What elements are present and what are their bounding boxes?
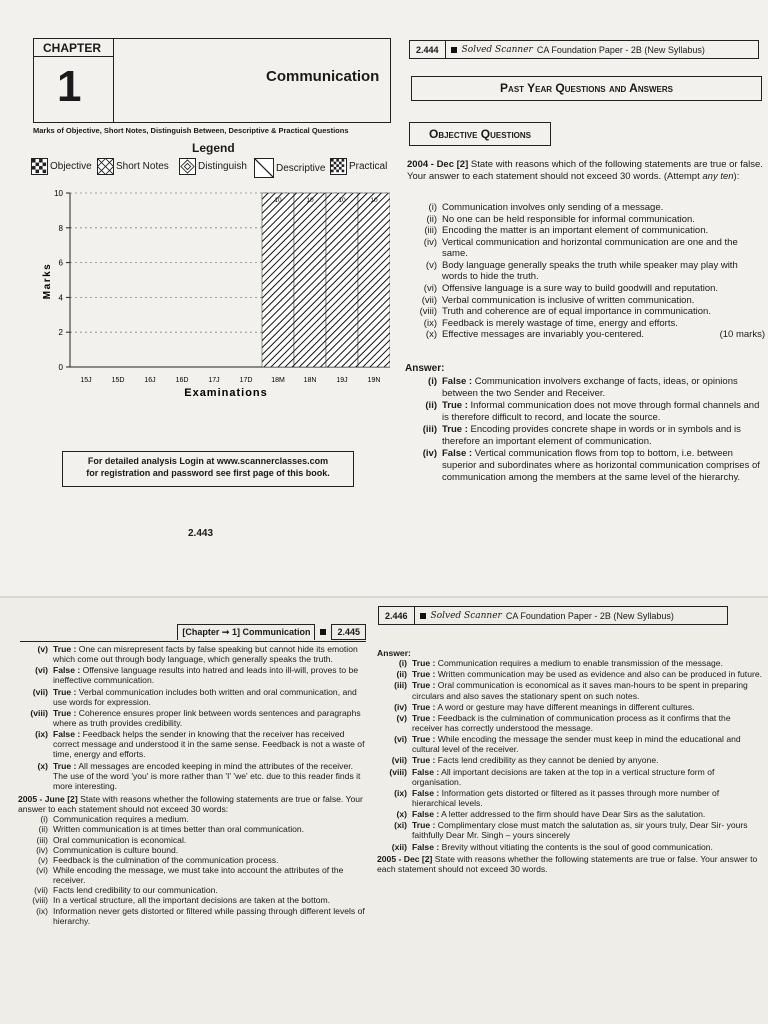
answer-verdict: False :: [412, 841, 440, 852]
question-items: [18, 814, 368, 926]
item-text: Facts lend credibility to our communication.: [53, 885, 218, 896]
answer-list: [18, 644, 368, 791]
list-item: [407, 283, 765, 295]
item-number: (i): [428, 202, 437, 213]
list-item: [18, 855, 368, 865]
answer-body: [442, 448, 765, 483]
item-text: Communication requires a medium.: [53, 814, 189, 825]
answer-verdict: True :: [53, 707, 77, 718]
answer-verdict: False :: [412, 809, 440, 820]
chapter-divider: [33, 56, 113, 57]
x-tick-label: 15J: [80, 377, 92, 384]
marks-chart: [30, 183, 390, 403]
x-tick-label: 17J: [208, 377, 220, 384]
bar: [294, 193, 326, 367]
answer-number: (iv): [394, 701, 407, 712]
item-number: (iii): [424, 225, 437, 237]
answer-item: [18, 729, 368, 759]
answer-text: All important decisions are taken at the top in a vertical structure form of organisation.: [412, 766, 715, 787]
answer-body: [412, 702, 762, 712]
y-tick-label: 10: [54, 189, 63, 198]
running-title: CA Foundation Paper - 2B (New Syllabus): [505, 610, 674, 621]
running-chapter: [Chapter ➞ 1] Communication: [177, 624, 315, 640]
bar: [262, 193, 294, 367]
answer-verdict: False :: [53, 729, 81, 740]
answer-item: [377, 767, 762, 787]
item-text: Vertical communication and horizontal communication are one and the same.: [442, 236, 738, 260]
answer-item: [407, 376, 765, 399]
legend-descriptive: [254, 158, 325, 178]
x-tick-label: 19J: [336, 377, 348, 384]
item-number: (ii): [426, 213, 437, 225]
answer-number: (ii): [396, 669, 407, 680]
item-text: Written communication is at times better than oral communication.: [53, 824, 305, 835]
section-title: Past Year Questions and Answers: [411, 76, 762, 101]
item-text: Feedback is merely wastage of time, energy and efforts.: [442, 317, 678, 329]
answer-text: Vertical communication flows from top to bottom, i.e. between superior and subordinates where as horizontal communication comprises of communication among the members at the same level of the hierarchy.: [442, 448, 760, 483]
running-header-right: [378, 606, 728, 625]
marks-label: (10 marks): [719, 328, 765, 340]
question-prompt: [377, 854, 762, 874]
answer-number: (vi): [35, 665, 48, 676]
answer-verdict: True :: [442, 400, 468, 412]
answer-item: [18, 708, 368, 728]
right-column: [377, 648, 762, 874]
item-number: (viii): [32, 895, 48, 906]
answer-number: (ix): [394, 787, 407, 798]
item-number: (iii): [36, 834, 48, 845]
answer-number: (i): [398, 658, 407, 669]
item-text: Body language generally speaks the truth while speaker may play with words to hide the truth.: [442, 259, 738, 283]
answer-body: [412, 788, 762, 808]
answer-item: [377, 809, 762, 819]
list-item: [18, 885, 368, 895]
list-item: [407, 318, 765, 330]
item-text: Verbal communication is inclusive of written communication.: [442, 294, 695, 306]
answer-item: [377, 713, 762, 733]
answer-text: Brevity without vitiating the contents is the soul of good communication.: [441, 841, 713, 852]
answer-item: [18, 665, 368, 685]
subsection-title: Objective Questions: [409, 122, 551, 146]
answer-verdict: False :: [412, 766, 440, 777]
chart-x-tick-labels: [80, 377, 380, 384]
answer-body: [412, 767, 762, 787]
x-tick-label: 18M: [271, 377, 285, 384]
list-item: [407, 214, 765, 226]
question-head: 2005 - Dec [2]: [377, 853, 433, 864]
answer-text: Feedback is the culmination of communication process as it confirms that the receiver has correctly understood the message.: [412, 712, 731, 733]
answer-text: One can misrepresent facts by false speaking but cannot hide its emotion which come out through body language, which generally speaks the truth.: [53, 644, 358, 665]
item-number: (x): [425, 329, 437, 341]
answer-text: Complimentary close must match the salutation as, sir yours truly, Dear Sir- yours faithfully Dear Mr. Singh – yours sincerely: [412, 820, 748, 841]
item-number: (viii): [419, 306, 437, 318]
list-item: [407, 306, 765, 318]
y-tick-label: 0: [58, 363, 63, 372]
answer-text: Written communication may be used as evidence and also can be produced in future.: [437, 669, 763, 680]
item-number: (ix): [36, 905, 48, 916]
answer-body: [412, 734, 762, 754]
answer-number: (iii): [394, 680, 407, 691]
running-page-number: 2.446: [379, 607, 415, 624]
diagonal-pattern-icon: [254, 158, 274, 178]
answer-body: [53, 761, 368, 791]
item-text: Feedback is the culmination of the communication process.: [53, 854, 279, 865]
answer-item: [377, 669, 762, 679]
answer-text: Information gets distorted or filtered as it passes through more number of hierarchical levels.: [412, 787, 720, 808]
answer-verdict: True :: [53, 644, 77, 654]
answer-item: [407, 448, 765, 483]
answer-label: Answer:: [377, 648, 411, 658]
list-item: [18, 845, 368, 855]
answer-item: [377, 842, 762, 852]
answer-number: (viii): [389, 766, 407, 777]
item-text: Communication is culture bound.: [53, 844, 179, 855]
page-number: 2.443: [188, 528, 214, 539]
item-text: Oral communication is economical.: [53, 834, 187, 845]
list-item: [407, 329, 765, 341]
list-item: [407, 295, 765, 307]
answer-number: (vi): [394, 734, 407, 745]
answer-text: Oral communication is economical as it saves man-hours to be spent in preparing circulars and also saves the stationary spent on such notes.: [412, 680, 748, 701]
question-prompt: [407, 159, 765, 182]
answer-body: [53, 644, 368, 664]
item-number: (v): [37, 854, 48, 865]
legend-label: Distinguish: [198, 161, 247, 172]
answer-verdict: True :: [412, 734, 436, 745]
legend-label: Objective: [50, 161, 92, 172]
item-number: (iv): [423, 236, 437, 248]
answer-body: [53, 729, 368, 759]
answer-item: [377, 658, 762, 668]
answer-item: [377, 820, 762, 840]
answer-text: Communication requires a medium to enable transmission of the message.: [437, 658, 723, 669]
question-text: State with reasons whether the following statements are true or false. Your answer to each statement should not exceed 30 words:: [18, 793, 363, 815]
item-number: (vi): [36, 864, 48, 875]
answer-verdict: True :: [412, 701, 436, 712]
answer-verdict: True :: [53, 686, 77, 697]
chapter-label: CHAPTER: [43, 41, 102, 55]
item-text: No one can be held responsible for informal communication.: [442, 213, 695, 225]
checker-pattern-icon: [31, 158, 48, 175]
x-tick-label: 19N: [367, 377, 381, 384]
answer-item: [377, 702, 762, 712]
answer-text: A word or gesture may have different meanings in different cultures.: [437, 701, 695, 712]
answer-number: (x): [396, 809, 407, 820]
answer-text: A letter addressed to the firm should have Dear Sirs as the salutation.: [441, 809, 706, 820]
answer-text: Encoding provides concrete shape in words or in symbols and is therefore an important element of communication.: [442, 424, 741, 447]
answer-number: (i): [428, 376, 437, 387]
square-bullet-icon: [420, 613, 426, 619]
answer-list: [377, 658, 762, 852]
list-item: [18, 835, 368, 845]
item-number: (ix): [423, 317, 437, 329]
left-column: [18, 644, 368, 926]
legend-short-notes: [97, 158, 169, 175]
info-line-1: For detailed analysis Login at www.scannerclasses.com: [87, 456, 329, 466]
running-title: CA Foundation Paper - 2B (New Syllabus): [536, 44, 705, 55]
answer-list: [407, 376, 765, 484]
answer-text: While encoding the message the sender must keep in mind the educational and cultural level of the receiver.: [412, 734, 741, 755]
answer-item: [18, 687, 368, 707]
item-text: Communication involves only sending of a message.: [442, 202, 664, 213]
y-tick-label: 4: [58, 293, 63, 303]
square-bullet-icon: [320, 629, 326, 635]
x-axis-label: Examinations: [184, 387, 268, 399]
legend-label: Practical: [349, 161, 388, 172]
running-brand: Solved Scanner: [461, 44, 533, 55]
answer-body: [412, 755, 762, 765]
item-text: Effective messages are invariably you-centered.: [442, 329, 645, 341]
list-item: [407, 260, 765, 283]
legend-label: Descriptive: [276, 162, 326, 174]
item-text: Offensive language is a sure way to build goodwill and reputation.: [442, 283, 719, 295]
answer-item: [377, 734, 762, 754]
item-text: Encoding the matter is an important element of communication.: [442, 225, 709, 237]
answer-number: (xi): [394, 820, 407, 831]
legend-label: Short Notes: [116, 161, 169, 172]
marks-caption: Marks of Objective, Short Notes, Distinguish Between, Descriptive & Practical Questions: [33, 126, 349, 135]
item-number: (ii): [38, 824, 48, 835]
item-number: (vii): [421, 294, 437, 306]
question-items: [407, 202, 765, 341]
info-box: [62, 451, 354, 487]
x-tick-label: 17D: [239, 377, 253, 384]
answer-text: Communication involvers exchange of facts, ideas, or opinions between the two Sender and Receiver.: [442, 376, 738, 399]
list-item: [18, 906, 368, 926]
item-text: While encoding the message, we must take into account the attributes of the receiver.: [53, 864, 344, 886]
y-axis-label: Marks: [42, 262, 53, 300]
answer-text: Verbal communication includes both written and oral communication, and use words for expression.: [53, 686, 357, 707]
answer-body: [412, 680, 762, 700]
legend-objective: [31, 158, 92, 175]
grid-pattern-icon: [330, 158, 347, 175]
answer-item: [18, 644, 368, 664]
answer-body: [412, 669, 762, 679]
answer-number: (vii): [391, 755, 407, 766]
item-text: Truth and coherence are of equal importance in communication.: [442, 306, 711, 318]
chart-y-tick-labels: [54, 189, 63, 372]
item-number: (vii): [34, 885, 48, 896]
answer-item: [407, 400, 765, 423]
bar-label: 10: [338, 197, 346, 204]
list-item: [18, 824, 368, 834]
answer-body: [442, 376, 765, 399]
running-header-left: [20, 622, 366, 642]
answer-item: [377, 680, 762, 700]
answer-number: (ix): [35, 729, 48, 740]
answer-verdict: True :: [442, 424, 468, 436]
answer-item: [407, 424, 765, 447]
answer-verdict: False :: [412, 787, 440, 798]
question-text: State with reasons whether the following statements are true or false. Your answer to each statement should not exceed 30 words.: [377, 853, 758, 874]
answer-number: (xii): [391, 841, 407, 852]
x-tick-label: 15D: [111, 377, 125, 384]
question-prompt: [18, 794, 368, 814]
y-tick-label: 2: [58, 328, 63, 338]
info-line-2: for registration and password see first page of this book.: [86, 467, 330, 478]
answer-item: [18, 761, 368, 791]
list-item: [407, 202, 765, 214]
spread-bottom: [0, 598, 768, 1024]
answer-body: [412, 658, 762, 668]
answer-item: [377, 788, 762, 808]
list-item: [407, 237, 765, 260]
x-tick-label: 16J: [144, 377, 156, 384]
answer-number: (iv): [422, 448, 437, 460]
answer-number: (viii): [30, 707, 48, 718]
list-item: [18, 895, 368, 905]
answer-body: [53, 708, 368, 728]
answer-text: Coherence ensures proper link between words sentences and paragraphs where as truth provides credibility.: [53, 707, 361, 728]
question-text: State with reasons which of the following statements are true or false. Your answer to each statement should not exceed 30 words. (Attempt: [407, 159, 763, 182]
answer-number: (v): [37, 644, 48, 654]
answer-body: [412, 820, 762, 840]
answer-number: (v): [396, 712, 407, 723]
list-item: [407, 225, 765, 237]
y-tick-label: 8: [58, 223, 63, 233]
bar-label: 10: [370, 197, 378, 204]
answer-text: Offensive language results into hatred and leads into ill-will, proves to be ineffective communication.: [53, 665, 359, 686]
answer-number: (ii): [425, 400, 437, 412]
answer-text: All messages are encoded keeping in mind the attributes of the receiver. The use of the word 'you' is more rather than 'I' 'we' etc. due to this reader finds it more interesting.: [53, 760, 361, 791]
answer-verdict: True :: [412, 712, 436, 723]
answer-item: [377, 755, 762, 765]
answer-body: [442, 400, 765, 423]
item-number: (v): [425, 259, 437, 271]
bar: [358, 193, 390, 367]
chapter-title: Communication: [266, 68, 380, 85]
item-text: Information never gets distorted or filtered while passing through different levels of hierarchy.: [53, 905, 365, 926]
answer-number: (iii): [422, 424, 437, 436]
answer-body: [412, 809, 762, 819]
x-tick-label: 16D: [175, 377, 189, 384]
answer-body: [412, 842, 762, 852]
answer-verdict: True :: [53, 760, 77, 771]
item-number: (vi): [423, 283, 437, 295]
legend-distinguish: [179, 158, 247, 175]
running-page-number: 2.445: [331, 624, 366, 640]
question-head: 2005 - June [2]: [18, 793, 78, 804]
answer-verdict: True :: [412, 820, 436, 831]
answer-verdict: True :: [412, 669, 436, 680]
answer-verdict: True :: [412, 658, 436, 669]
item-number: (i): [40, 814, 48, 825]
question-head: 2004 - Dec [2]: [407, 159, 469, 170]
answer-verdict: False :: [442, 376, 473, 387]
answer-number: (vii): [32, 686, 48, 697]
chapter-number: 1: [57, 62, 82, 111]
chart-bars: [262, 193, 390, 367]
x-tick-label: 18N: [303, 377, 317, 384]
square-bullet-icon: [451, 47, 457, 53]
item-text: In a vertical structure, all the important decisions are taken at the bottom.: [53, 895, 331, 906]
answer-verdict: False :: [53, 665, 81, 676]
answer-body: [412, 713, 762, 733]
answer-body: [53, 665, 368, 685]
running-brand: Solved Scanner: [430, 610, 502, 621]
answer-number: (x): [37, 760, 48, 771]
answer-body: [442, 424, 765, 447]
answer-verdict: True :: [412, 680, 436, 691]
running-header: [409, 40, 759, 59]
running-page-number: 2.444: [410, 41, 446, 58]
question-any-ten: any ten: [702, 170, 734, 182]
cross-pattern-icon: [97, 158, 114, 175]
list-item: [18, 814, 368, 824]
bar-label: 10: [306, 197, 314, 204]
question-close: ):: [733, 170, 740, 182]
legend-practical: [330, 158, 387, 175]
answer-label: Answer:: [405, 363, 445, 374]
answer-body: [53, 687, 368, 707]
answer-verdict: True :: [412, 755, 436, 766]
bar-label: 10: [274, 197, 282, 204]
legend-title: Legend: [192, 141, 235, 155]
answer-text: Informal communication does not move through formal channels and is therefore difficult to record, and locate the source.: [442, 400, 760, 423]
diamond-pattern-icon: [179, 158, 196, 175]
answer-verdict: False :: [442, 448, 473, 460]
y-tick-label: 6: [58, 258, 63, 268]
list-item: [18, 865, 368, 885]
bar: [326, 193, 358, 367]
item-number: (iv): [36, 844, 48, 855]
answer-text: Feedback helps the sender in knowing that the receiver has received correct message and understood it in the same sense. Feedback is not a waste of time, energy and efforts.: [53, 729, 365, 760]
answer-text: Facts lend credibility as they cannot be denied by anyone.: [437, 755, 659, 766]
